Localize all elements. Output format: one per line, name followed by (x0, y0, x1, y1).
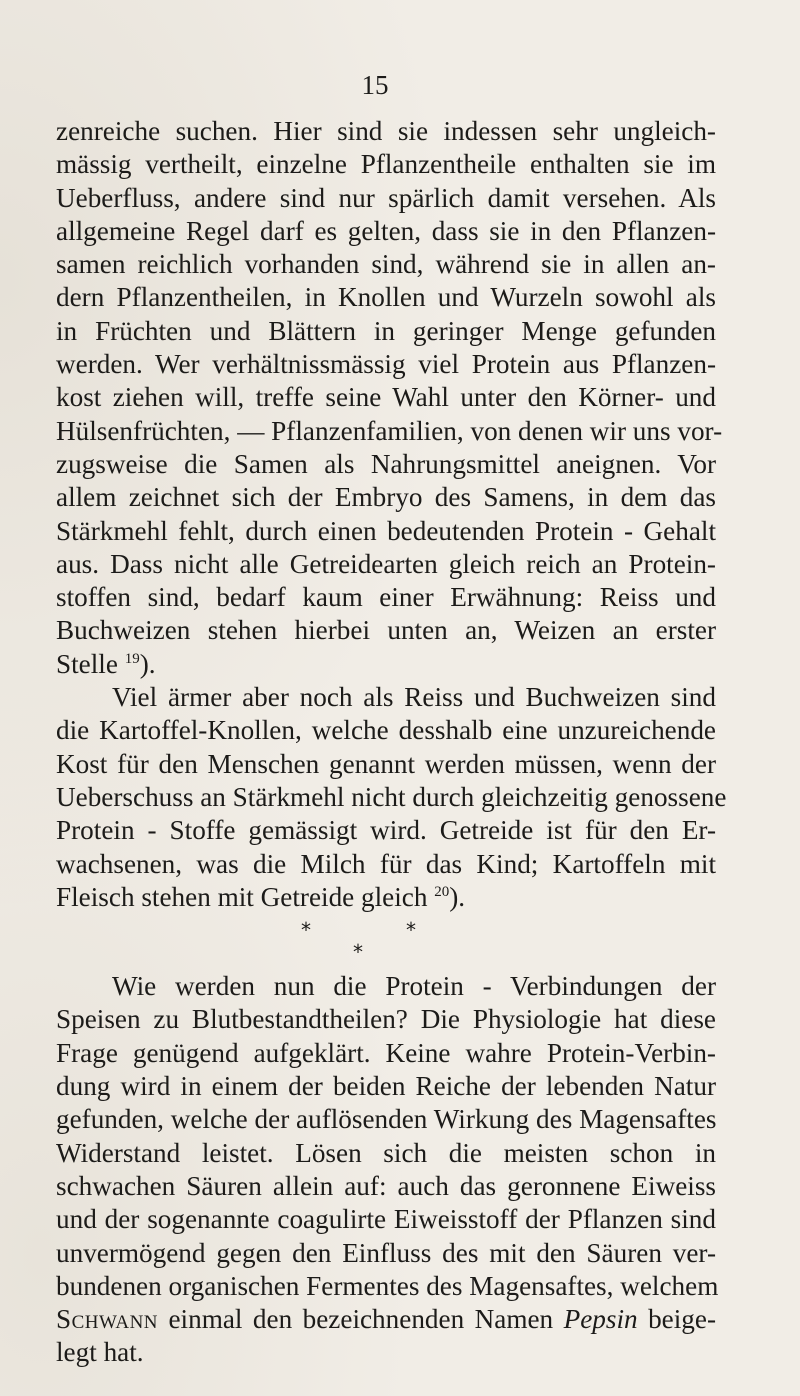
text-line: dern Pflanzentheilen, in Knollen und Wurzeln sowohl als (56, 282, 716, 313)
text-fragment: einmal den bezeichnenden Namen (158, 1304, 564, 1335)
text-line (56, 648, 716, 681)
text-line: Frage genügend aufgeklärt. Keine wahre Protein-Verbin- (56, 1037, 716, 1068)
footnote-ref-20: 20 (434, 883, 450, 900)
text-line: wachsenen, was die Milch für das Kind; Kartoffeln mit (56, 848, 716, 879)
emphasis-term: Pepsin (563, 1304, 638, 1335)
text-line: allgemeine Regel darf es gelten, dass sie in den Pflanzen- (56, 215, 716, 246)
text-line: allem zeichnet sich der Embryo des Samens, in dem das (56, 482, 716, 513)
page-number: 15 (361, 70, 389, 100)
asterisk-icon: * (406, 918, 416, 943)
text-line: Buchweizen stehen hierbei unten an, Weizen an erster (56, 615, 716, 646)
text-line: Ueberfluss, andere sind nur spärlich damit versehen. Als (56, 182, 716, 213)
author-name: Schwann (56, 1304, 159, 1335)
text-line: zugsweise die Samen als Nahrungsmittel aneignen. Vor (56, 448, 716, 479)
text-line: legt hat. (56, 1337, 144, 1368)
text-line: bundenen organischen Fermentes des Magensaftes, welchem (56, 1270, 719, 1301)
text-line: Protein - Stoffe gemässigt wird. Getreide ist für den Er- (56, 815, 716, 846)
text-line: unvermögend gegen den Einfluss des mit den Säuren ver- (56, 1237, 716, 1268)
text-line: Kost für den Menschen genannt werden müssen, wenn der (56, 748, 716, 779)
text-fragment: beige- (637, 1304, 717, 1335)
text-line: die Kartoffel-Knollen, welche desshalb eine unzureichende (56, 715, 716, 746)
text-line: Speisen zu Blutbestandtheilen? Die Physiologie hat diese (56, 1004, 716, 1035)
text-line: werden. Wer verhältnissmässig viel Protein aus Pflanzen- (56, 349, 716, 380)
text-line (56, 1303, 716, 1336)
text-line: Stärkmehl fehlt, durch einen bedeutenden Protein - Gehalt (56, 515, 716, 546)
text-fragment: Stelle (56, 648, 118, 679)
paragraph-2 (56, 681, 727, 914)
text-line: Hülsenfrüchten, — Pflanzenfamilien, von denen wir uns vor- (56, 415, 723, 446)
text-line: aus. Dass nicht alle Getreidearten gleich reich an Protein- (56, 548, 716, 579)
paragraph-1 (56, 115, 723, 681)
text-line: mässig vertheilt, einzelne Pflanzentheile enthalten sie im (56, 149, 716, 180)
text-line: Ueberschuss an Stärkmehl nicht durch gleichzeitig genossene (56, 781, 727, 812)
text-line: Viel ärmer aber noch als Reiss und Buchweizen sind (112, 682, 716, 713)
text-fragment: Fleisch stehen mit Getreide gleich (56, 881, 428, 912)
text-line: kost ziehen will, treffe seine Wahl unter den Körner- und (56, 382, 716, 413)
text-line: Wie werden nun die Protein - Verbindungen der (112, 971, 716, 1002)
paragraph-3 (56, 970, 719, 1370)
body-text (56, 115, 727, 1370)
text-line: gefunden, welche der auflösenden Wirkung des Magensaftes (56, 1104, 717, 1135)
text-fragment: ). (449, 881, 466, 912)
text-line: und der sogenannte coagulirte Eiweisstoff der Pflanzen sind (56, 1204, 716, 1235)
section-break-asterism (56, 914, 716, 970)
text-line: samen reichlich vorhanden sind, während sie in allen an- (56, 249, 716, 280)
text-line (56, 881, 716, 914)
text-line: in Früchten und Blättern in geringer Menge gefunden (56, 315, 716, 346)
text-line: stoffen sind, bedarf kaum einer Erwähnung: Reiss und (56, 582, 716, 613)
text-line: dung wird in einem der beiden Reiche der lebenden Natur (56, 1071, 716, 1102)
text-line: schwachen Säuren allein auf: auch das geronnene Eiweiss (56, 1170, 716, 1201)
asterisk-icon: * (301, 918, 311, 943)
asterisk-icon: * (353, 940, 363, 965)
text-line: Widerstand leistet. Lösen sich die meisten schon in (56, 1137, 716, 1168)
text-fragment: ). (139, 648, 156, 679)
footnote-ref-19: 19 (124, 650, 140, 667)
text-line: zenreiche suchen. Hier sind sie indessen sehr ungleich- (56, 116, 716, 146)
